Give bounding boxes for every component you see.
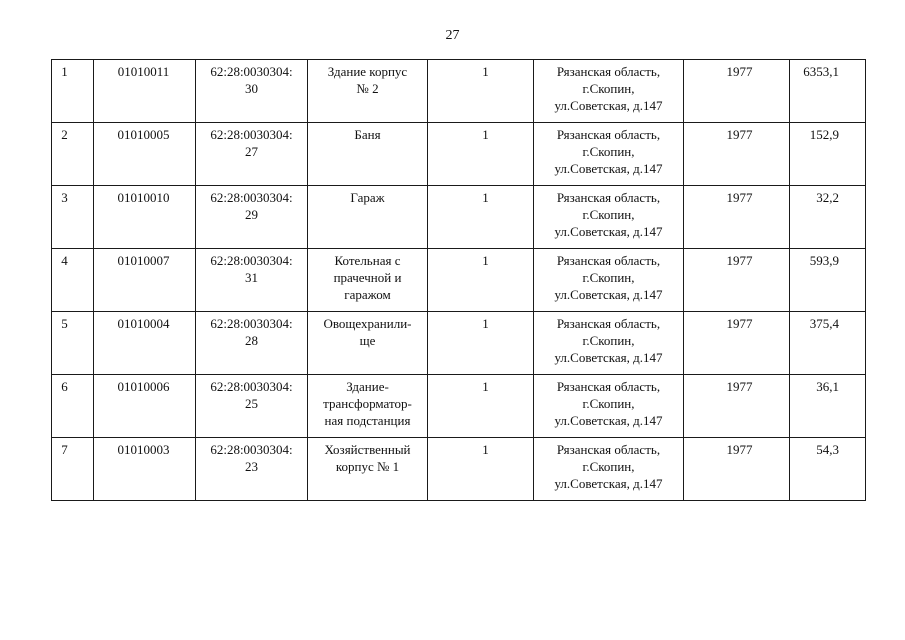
object-name-line: ще — [359, 333, 376, 348]
cadastral-number-cell — [196, 60, 308, 123]
table-row — [52, 186, 866, 249]
address-line: Рязанская область, — [556, 316, 661, 331]
object-name-line: корпус № 1 — [335, 459, 400, 474]
address-line: Рязанская область, — [556, 379, 661, 394]
area-cell: 593,9 — [790, 249, 866, 312]
year-cell: 1977 — [684, 249, 790, 312]
quantity-cell: 1 — [428, 186, 534, 249]
address-line: г.Скопин, — [582, 333, 635, 348]
row-number-cell: 2 — [52, 123, 94, 186]
quantity-cell: 1 — [428, 312, 534, 375]
address-line: ул.Советская, д.147 — [554, 413, 663, 428]
address-cell — [534, 249, 684, 312]
year-cell: 1977 — [684, 186, 790, 249]
inventory-number-cell: 01010010 — [94, 186, 196, 249]
object-name-line: трансформатор- — [323, 396, 412, 411]
inventory-number-cell: 01010005 — [94, 123, 196, 186]
year-cell: 1977 — [684, 375, 790, 438]
table-row — [52, 123, 866, 186]
row-number-cell: 4 — [52, 249, 94, 312]
object-name-cell — [308, 249, 428, 312]
table-row — [52, 312, 866, 375]
address-cell — [534, 186, 684, 249]
address-cell — [534, 375, 684, 438]
cadastral-number-line: 62:28:0030304: — [210, 379, 293, 394]
object-name-cell — [308, 375, 428, 438]
address-line: г.Скопин, — [582, 459, 635, 474]
year-cell: 1977 — [684, 438, 790, 501]
year-cell: 1977 — [684, 312, 790, 375]
object-name-cell — [308, 123, 428, 186]
cadastral-number-cell — [196, 249, 308, 312]
address-line: ул.Советская, д.147 — [554, 476, 663, 491]
cadastral-number-line: 30 — [245, 81, 258, 96]
property-table — [51, 59, 866, 501]
cadastral-number-line: 62:28:0030304: — [210, 190, 293, 205]
year-cell: 1977 — [684, 60, 790, 123]
cadastral-number-line: 29 — [245, 207, 258, 222]
cadastral-number-line: 62:28:0030304: — [210, 253, 293, 268]
row-number-cell: 3 — [52, 186, 94, 249]
object-name-cell — [308, 186, 428, 249]
address-line: Рязанская область, — [556, 442, 661, 457]
row-number-cell: 6 — [52, 375, 94, 438]
cadastral-number-cell — [196, 123, 308, 186]
table-body — [52, 60, 866, 501]
address-cell — [534, 123, 684, 186]
address-line: г.Скопин, — [582, 207, 635, 222]
address-cell — [534, 60, 684, 123]
area-cell: 6353,1 — [790, 60, 866, 123]
address-line: ул.Советская, д.147 — [554, 287, 663, 302]
object-name-line: Здание- — [346, 379, 389, 394]
cadastral-number-line: 28 — [245, 333, 258, 348]
quantity-cell: 1 — [428, 249, 534, 312]
cadastral-number-cell — [196, 375, 308, 438]
page-number: 27 — [445, 28, 460, 43]
area-cell: 32,2 — [790, 186, 866, 249]
quantity-cell: 1 — [428, 438, 534, 501]
inventory-number-cell: 01010004 — [94, 312, 196, 375]
cadastral-number-cell — [196, 186, 308, 249]
cadastral-number-cell — [196, 312, 308, 375]
cadastral-number-line: 23 — [245, 459, 258, 474]
cadastral-number-line: 62:28:0030304: — [210, 316, 293, 331]
table-row — [52, 438, 866, 501]
area-cell: 36,1 — [790, 375, 866, 438]
cadastral-number-line: 25 — [245, 396, 258, 411]
object-name-cell — [308, 60, 428, 123]
row-number-cell: 7 — [52, 438, 94, 501]
object-name-cell — [308, 312, 428, 375]
address-cell — [534, 312, 684, 375]
address-line: ул.Советская, д.147 — [554, 98, 663, 113]
cadastral-number-line: 27 — [245, 144, 258, 159]
year-cell: 1977 — [684, 123, 790, 186]
inventory-number-cell: 01010011 — [94, 60, 196, 123]
address-line: г.Скопин, — [582, 144, 635, 159]
inventory-number-cell: 01010007 — [94, 249, 196, 312]
area-cell: 375,4 — [790, 312, 866, 375]
cadastral-number-line: 62:28:0030304: — [210, 64, 293, 79]
object-name-line: прачечной и — [333, 270, 402, 285]
area-cell: 152,9 — [790, 123, 866, 186]
row-number-cell: 1 — [52, 60, 94, 123]
address-line: г.Скопин, — [582, 81, 635, 96]
address-line: Рязанская область, — [556, 253, 661, 268]
cadastral-number-cell — [196, 438, 308, 501]
address-line: г.Скопин, — [582, 396, 635, 411]
address-line: Рязанская область, — [556, 127, 661, 142]
table-row — [52, 60, 866, 123]
area-cell: 54,3 — [790, 438, 866, 501]
address-line: ул.Советская, д.147 — [554, 224, 663, 239]
cadastral-number-line: 62:28:0030304: — [210, 127, 293, 142]
object-name-line: Хозяйственный — [324, 442, 411, 457]
row-number-cell: 5 — [52, 312, 94, 375]
address-cell — [534, 438, 684, 501]
quantity-cell: 1 — [428, 60, 534, 123]
inventory-number-cell: 01010006 — [94, 375, 196, 438]
object-name-line: ная подстанция — [324, 413, 411, 428]
object-name-line: № 2 — [356, 81, 379, 96]
object-name-cell — [308, 438, 428, 501]
quantity-cell: 1 — [428, 123, 534, 186]
object-name-line: Здание корпус — [327, 64, 408, 79]
object-name-line: Гараж — [350, 190, 385, 205]
object-name-line: Баня — [354, 127, 381, 142]
object-name-line: Котельная с — [334, 253, 401, 268]
inventory-number-cell: 01010003 — [94, 438, 196, 501]
address-line: г.Скопин, — [582, 270, 635, 285]
address-line: Рязанская область, — [556, 190, 661, 205]
address-line: ул.Советская, д.147 — [554, 161, 663, 176]
object-name-line: гаражом — [344, 287, 391, 302]
address-line: Рязанская область, — [556, 64, 661, 79]
quantity-cell: 1 — [428, 375, 534, 438]
object-name-line: Овощехранили- — [323, 316, 412, 331]
address-line: ул.Советская, д.147 — [554, 350, 663, 365]
table-row — [52, 249, 866, 312]
cadastral-number-line: 62:28:0030304: — [210, 442, 293, 457]
table-row — [52, 375, 866, 438]
cadastral-number-line: 31 — [245, 270, 258, 285]
